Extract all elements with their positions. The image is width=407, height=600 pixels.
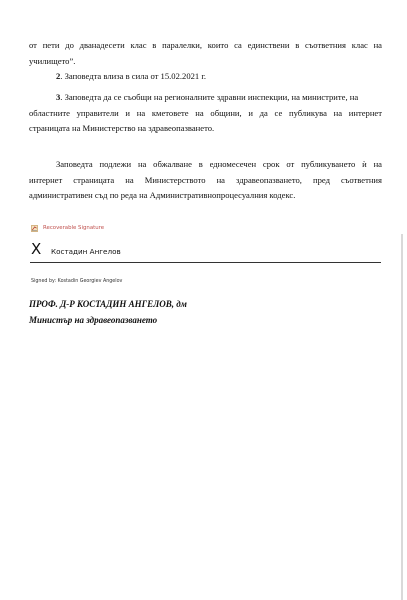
signature-line	[30, 262, 381, 263]
paragraph-continuation	[29, 38, 382, 69]
text-line	[29, 69, 382, 85]
page-edge-divider	[401, 234, 403, 600]
item-text: . Заповедта да се съобщи на регионалните здравни инспекции, на министрите, на	[60, 92, 359, 102]
signed-by-text: Signed by: Kostadin Georgiev Angelov	[31, 279, 123, 284]
text-line: страницата на Министерство на здравеопазването.	[29, 123, 215, 133]
item-number: 2	[56, 71, 61, 81]
signature-line-icon	[31, 225, 38, 232]
signature-header-label: Recoverable Signature	[43, 225, 105, 231]
item-number: 3	[56, 92, 61, 102]
text-line: от пети до дванадесети клас в паралелки, които са единствени в съответния клас на	[29, 40, 382, 50]
text-line	[29, 90, 382, 106]
text-line: интернет страницата на Министерството на здравеопазването, пред съответния	[29, 174, 382, 185]
item-text: . Заповедта влиза в сила от 15.02.2021 г.	[60, 71, 207, 81]
signature-name: Костадин Ангелов	[51, 247, 121, 256]
paragraph-item-3	[29, 90, 382, 137]
text-line: Заповедта подлежи на обжалване в едномесечен срок от публикуването ѝ на	[56, 159, 382, 169]
paragraph-item-2	[29, 69, 382, 85]
text-line: училището”.	[29, 55, 76, 66]
signer-title-name: ПРОФ. Д-Р КОСТАДИН АНГЕЛОВ, дм	[29, 299, 187, 309]
signer-block	[29, 296, 187, 328]
text-line: административен съд по реда на Административнопроцесуалния кодекс.	[29, 190, 296, 200]
paragraph-appeal	[29, 157, 382, 204]
signature-x-mark: X	[31, 240, 42, 258]
signature-header	[31, 222, 104, 234]
text-line: областните управители и на кметовете на общини, и да се публикува на интернет	[29, 107, 382, 118]
signer-position: Министър на здравеопазването	[29, 315, 158, 325]
